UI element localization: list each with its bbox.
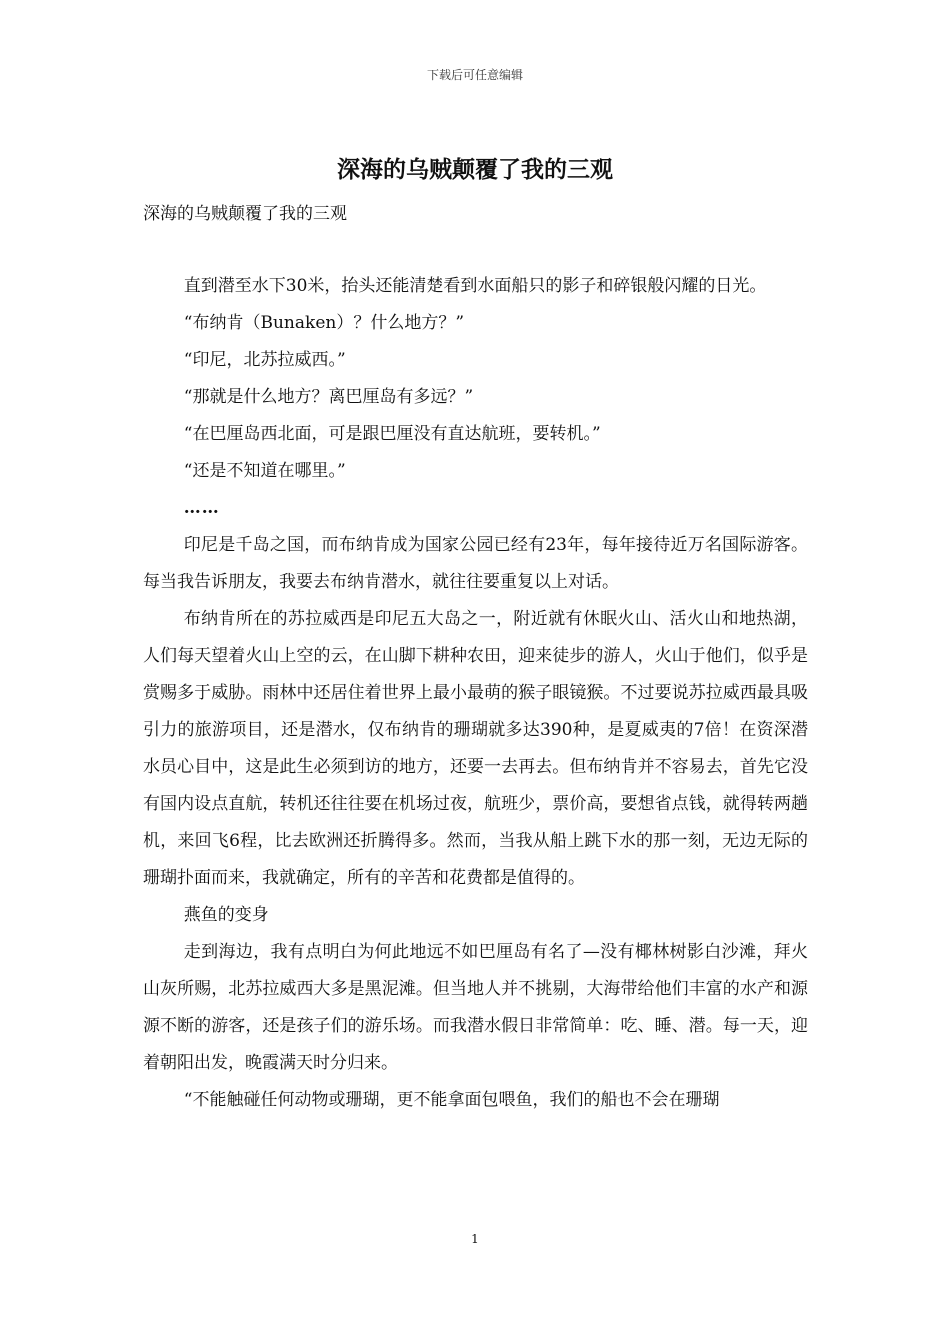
dialogue-line: “那就是什么地方？离巴厘岛有多远？” (183, 387, 474, 407)
paragraph: 走到海边，我有点明白为何此地远不如巴厘岛有名了—没有椰林树影白沙滩，拜火山灰所赐，北苏拉威西大多是黑泥滩。但当地人并不挑剔，大海带给他们丰富的水产和源源不断的游客，还是孩子们的游乐场。而我潜水假日非常简单：吃、睡、潜。每一天，迎着朝阳出发，晚霞满天时分归来。 (143, 942, 808, 1073)
paragraph: “不能触碰任何动物或珊瑚，更不能拿面包喂鱼，我们的船也不会在珊瑚 (183, 1090, 720, 1110)
page-title: 深海的乌贼颠覆了我的三观 (337, 156, 613, 183)
header-note: 下载后可任意编辑 (426, 68, 523, 82)
paragraph: 布纳肯所在的苏拉威西是印尼五大岛之一，附近就有休眠火山、活火山和地热湖，人们每天望着火山上空的云，在山脚下耕种农田，迎来徒步的游人，火山于他们，似乎是赏赐多于威胁。雨林中还居住着世界上最小最萌的猴子眼镜猴。不过要说苏拉威西最具吸引力的旅游项目，还是潜水，仅布纳肯的珊瑚就多达390种，是夏威夷的7倍！在资深潜水员心目中，这是此生必须到访的地方，还要一去再去。但布纳肯并不容易去，首先它没有国内设点直航，转机还往往要在机场过夜，航班少，票价高，要想省点钱，就得转两趟机，来回飞6程，比去欧洲还折腾得多。然而，当我从船上跳下水的那一刻，无边无际的珊瑚扑面而来，我就确定，所有的辛苦和花费都是值得的。 (143, 609, 808, 888)
section-heading: 燕鱼的变身 (183, 905, 269, 925)
dialogue-line: “布纳肯（Bunaken）？什么地方？” (183, 313, 465, 333)
body-text (143, 268, 808, 1119)
paragraph: 直到潜至水下30米，抬头还能清楚看到水面船只的影子和碎银般闪耀的日光。 (183, 276, 767, 296)
dialogue-line: “还是不知道在哪里。” (183, 461, 346, 481)
document-subtitle: 深海的乌贼颠覆了我的三观 (143, 204, 347, 224)
page-number: 1 (471, 1232, 479, 1246)
paragraph: 印尼是千岛之国，而布纳肯成为国家公园已经有23年，每年接待近万名国际游客。每当我告诉朋友，我要去布纳肯潜水，就往往要重复以上对话。 (143, 535, 808, 592)
ellipsis: …… (183, 498, 220, 518)
dialogue-line: “在巴厘岛西北面，可是跟巴厘没有直达航班，要转机。” (183, 424, 601, 444)
dialogue-line: “印尼，北苏拉威西。” (183, 350, 346, 370)
